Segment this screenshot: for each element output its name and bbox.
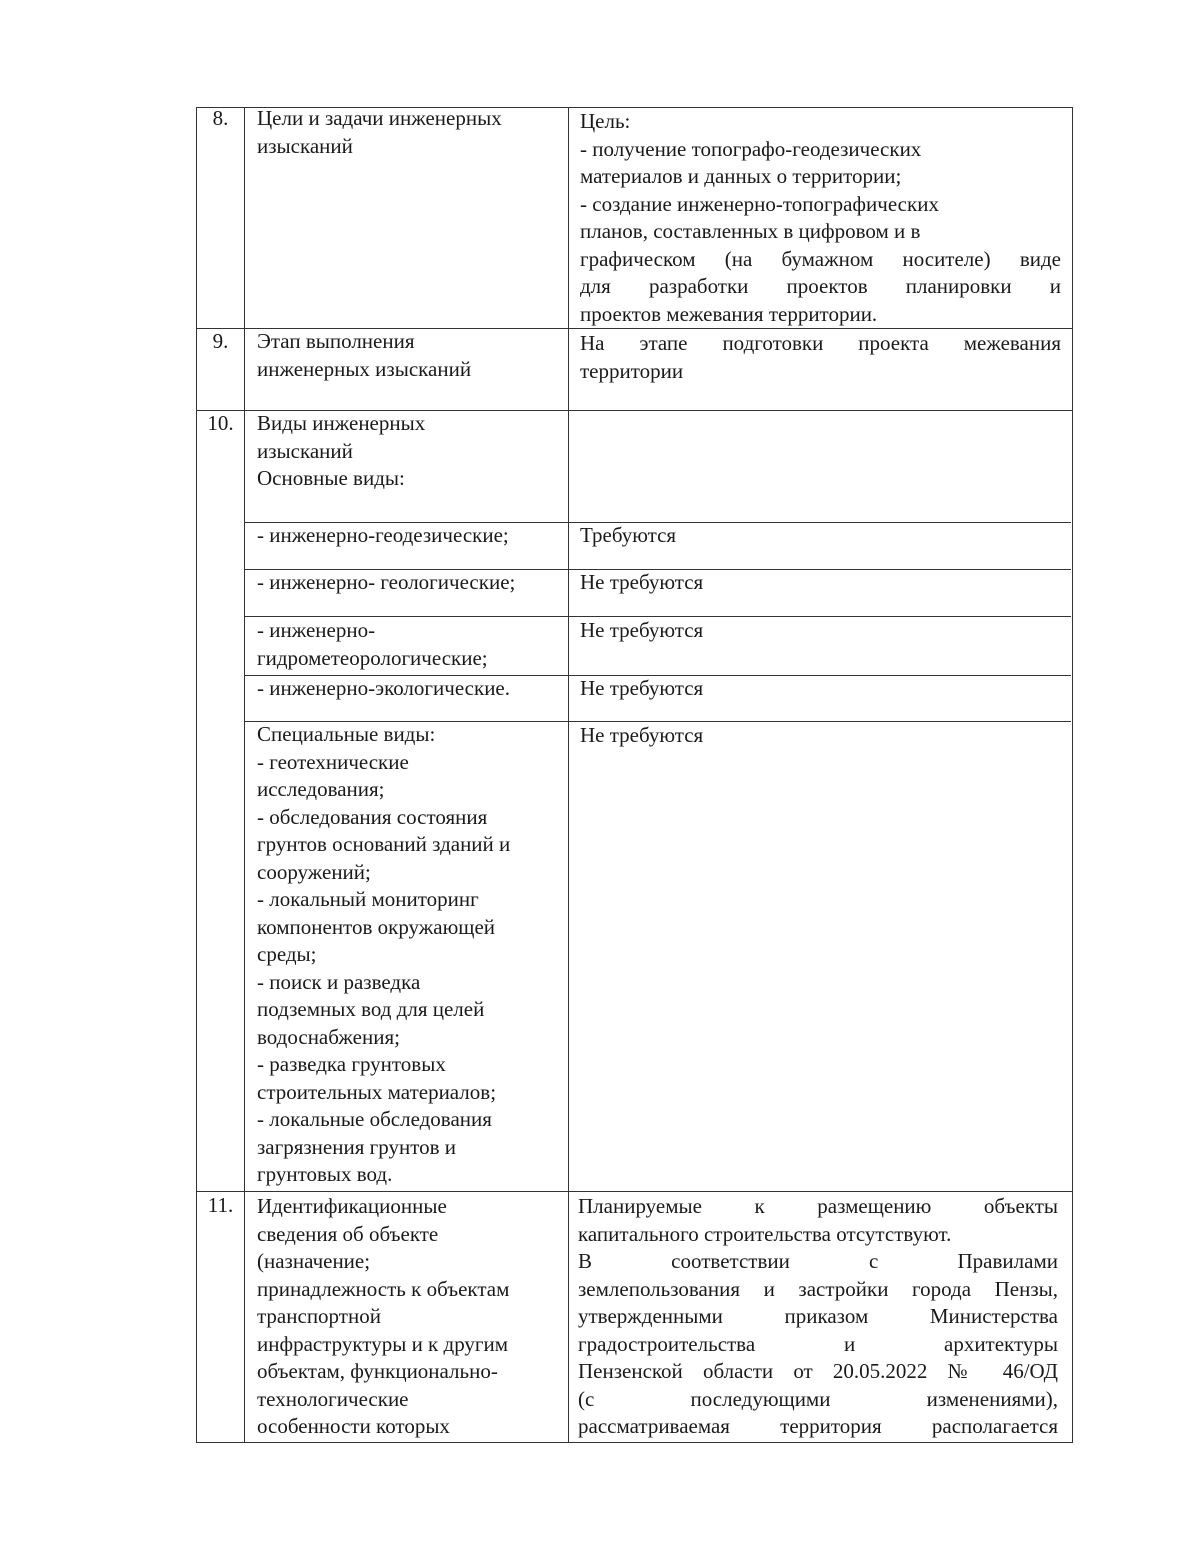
row-10-label	[257, 410, 562, 493]
label-line: водоснабжения;	[257, 1024, 400, 1049]
special-types-label	[257, 721, 562, 1189]
value-line: проектов межевания территории.	[580, 301, 878, 326]
value-line: капитального строительства отсутствуют.	[578, 1221, 952, 1246]
value-line: Планируемые к размещению объекты	[578, 1194, 1058, 1218]
row-8-value	[580, 108, 1061, 328]
label-line: сооружений;	[257, 859, 371, 884]
column-divider	[244, 107, 245, 1442]
label-line: исследования;	[257, 777, 385, 801]
value-line: В соответствии с Правилами	[578, 1249, 1058, 1273]
survey-type-status: Требуются	[580, 523, 677, 547]
label-line: принадлежность к объектам	[257, 1276, 510, 1301]
special-types-status: Не требуются	[580, 723, 704, 747]
label-line: - поиск и разведка	[257, 969, 421, 994]
label-line: - локальный мониторинг	[257, 887, 479, 911]
value-line: - получение топографо-геодезических	[580, 136, 922, 161]
value-line: На этапе подготовки проекта межевания	[580, 331, 1061, 355]
row-divider	[196, 1191, 1073, 1192]
label-line: инфраструктуры и к другим	[257, 1331, 509, 1356]
row-number-8: 8.	[212, 106, 229, 130]
label-line: изысканий	[257, 438, 353, 463]
label-line: грунтов оснований зданий и	[257, 832, 511, 856]
label-line: - инженерно-геодезические;	[257, 523, 509, 547]
label-line: - геотехнические	[257, 749, 409, 774]
label-line: компонентов окружающей	[257, 914, 496, 939]
row-9-value	[580, 330, 1061, 385]
label-line: подземных вод для целей	[257, 997, 485, 1021]
value-line: утвержденными приказом Министерства	[578, 1304, 1058, 1328]
value-line: планов, составленных в цифровом и в	[580, 219, 921, 243]
label-line: инженерных изысканий	[257, 356, 472, 381]
row-number-11: 11.	[207, 1193, 234, 1217]
value-line: землепользования и застройки города Пензы,	[578, 1276, 1058, 1301]
table-border-right	[1072, 107, 1073, 1442]
value-line: - создание инженерно-топографических	[580, 191, 939, 216]
label-line: объектам, функционально-	[257, 1359, 498, 1383]
survey-type-status: Не требуются	[580, 570, 704, 594]
table-border-left	[196, 107, 197, 1442]
label-line: грунтовых вод.	[257, 1162, 393, 1186]
survey-type-status: Не требуются	[580, 676, 704, 700]
label-line: - инженерно- геологические;	[257, 570, 516, 594]
label-line: Виды инженерных	[257, 411, 426, 435]
label-line: - инженерно-	[257, 618, 376, 642]
value-line: градостроительства и архитектуры	[578, 1331, 1058, 1356]
column-divider	[568, 107, 569, 1442]
label-line: загрязнения грунтов и	[257, 1134, 457, 1159]
label-line: изысканий	[257, 133, 353, 158]
label-line: (назначение;	[257, 1249, 371, 1273]
row-8-label	[257, 105, 562, 160]
row-11-label	[257, 1193, 562, 1441]
row-number-10: 10.	[207, 411, 234, 435]
survey-type-label	[257, 522, 562, 550]
label-line: гидрометеорологические;	[257, 645, 488, 670]
label-line: особенности которых	[257, 1414, 450, 1438]
row-9-label	[257, 328, 562, 383]
label-line: - инженерно-экологические.	[257, 676, 511, 700]
value-line: (с последующими изменениями),	[578, 1386, 1058, 1411]
table-border-bottom	[196, 1442, 1073, 1443]
label-line: Основные виды:	[257, 466, 405, 490]
value-line: материалов и данных о территории;	[580, 164, 902, 188]
label-line: технологические	[257, 1386, 409, 1411]
label-line: сведения об объекте	[257, 1221, 439, 1246]
survey-type-label	[257, 617, 562, 672]
value-line: Пензенской области от 20.05.2022 № 46/ОД	[578, 1359, 1058, 1383]
row-11-value	[578, 1193, 1058, 1441]
value-line: территории	[580, 358, 684, 383]
value-line: Цель:	[580, 109, 631, 133]
row-number-9: 9.	[212, 329, 229, 353]
value-line: для разработки проектов планировки и	[580, 274, 1061, 298]
value-line: графическом (на бумажном носителе) виде	[580, 246, 1061, 271]
label-line: Идентификационные	[257, 1194, 447, 1218]
label-line: - разведка грунтовых	[257, 1052, 446, 1076]
label-line: - локальные обследования	[257, 1107, 492, 1131]
survey-type-status: Не требуются	[580, 618, 704, 642]
survey-type-label	[257, 569, 562, 597]
label-line: Специальные виды:	[257, 722, 436, 746]
label-line: среды;	[257, 942, 317, 966]
label-line: транспортной	[257, 1304, 381, 1328]
survey-type-label	[257, 675, 562, 703]
label-line: Цели и задачи инженерных	[257, 106, 502, 130]
label-line: Этап выполнения	[257, 329, 415, 353]
value-line: рассматриваемая территория располагается	[578, 1414, 1058, 1438]
label-line: - обследования состояния	[257, 804, 488, 829]
label-line: строительных материалов;	[257, 1079, 497, 1104]
